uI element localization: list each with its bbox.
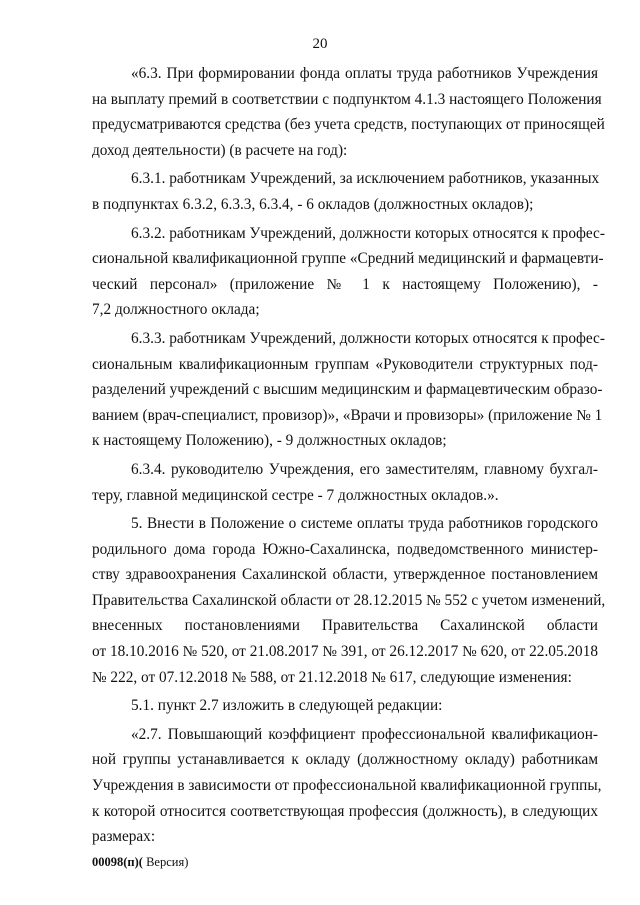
paragraph — [92, 221, 605, 323]
text-line: 6.3.1. работникам Учреждений, за исключением работников, указанных — [131, 170, 600, 188]
text-line: № 222, от 07.12.2018 № 588, от 21.12.2018 № 617, следующие изменения: — [92, 668, 572, 686]
paragraph — [92, 457, 598, 508]
document-body — [92, 61, 606, 853]
text-line: 5.1. пункт 2.7 изложить в следующей редакции: — [131, 697, 443, 715]
text-line: сиональной квалификационной группе «Средний медицинский и фармацевти- — [92, 250, 604, 268]
document-footer — [92, 855, 188, 870]
text-line: 6.3.2. работникам Учреждений, должности которых относятся к профес- — [131, 224, 605, 242]
paragraph — [92, 722, 602, 850]
text-line: размерах: — [92, 828, 156, 846]
text-line: 6.3.4. руководителю Учреждения, его заместителям, главному бухгал- — [131, 460, 598, 478]
text-line: ванием (врач-специалист, провизор)», «Врачи и провизоры» (приложение № 1 — [92, 406, 603, 424]
text-line: от 18.10.2016 № 520, от 21.08.2017 № 391, от 26.12.2017 № 620, от 22.05.2018 — [92, 643, 598, 661]
text-line: «2.7. Повышающий коэффициент профессиональной квалификацион- — [131, 725, 598, 743]
text-line: 5. Внести в Положение о системе оплаты труда работников городского — [131, 515, 598, 533]
text-line: 6.3.3. работникам Учреждений, должности которых относятся к профес- — [131, 329, 605, 347]
text-line: к настоящему Положению), - 9 должностных окладов; — [92, 432, 447, 450]
text-line: теру, главной медицинской сестре - 7 должностных окладов.». — [92, 486, 499, 504]
text-line: «6.3. При формировании фонда оплаты труда работников Учреждения — [131, 65, 598, 82]
page-number: 20 — [312, 36, 328, 52]
paragraph — [92, 511, 606, 690]
text-line: к которой относится соответствующая профессия (должность), в следующих — [92, 802, 598, 820]
text-line: Учреждения в зависимости от профессиональной квалификационной группы, — [92, 777, 602, 795]
text-line: сиональным квалификационным группам «Руководители структурных под- — [92, 355, 598, 373]
text-line: предусматриваются средства (без учета средств, поступающих от приносящей — [92, 116, 605, 134]
paragraph — [92, 326, 605, 454]
text-line: Правительства Сахалинской области от 28.12.2015 № 552 с учетом изменений, — [92, 591, 606, 609]
text-line: 7,2 должностного оклада; — [92, 301, 260, 319]
paragraph — [92, 693, 598, 719]
text-line: на выплату премий в соответствии с подпунктом 4.1.3 настоящего Положения — [92, 90, 602, 108]
document-code: 00098(п)( — [92, 855, 143, 869]
text-line: в подпунктах 6.3.2, 6.3.3, 6.3.4, - 6 окладов (должностных окладов); — [92, 195, 534, 213]
text-line: внесенных постановлениями Правительства Сахалинской области — [92, 617, 598, 635]
text-line: родильного дома города Южно-Сахалинска, подведомственного министер- — [92, 540, 598, 558]
text-line: доход деятельности) (в расчете на год): — [92, 141, 348, 159]
text-line: ству здравоохранения Сахалинской области, утвержденное постановлением — [92, 566, 598, 584]
text-line: разделений учреждений с высшим медицинским и фармацевтическим образо- — [92, 381, 603, 399]
paragraph — [92, 61, 605, 163]
document-version: Версия) — [142, 855, 189, 869]
paragraph — [92, 166, 598, 217]
text-line: ческий персонал» (приложение № 1 к настоящему Положению), - — [92, 275, 598, 293]
text-line: ной группы устанавливается к окладу (должностному окладу) работникам — [92, 751, 598, 769]
